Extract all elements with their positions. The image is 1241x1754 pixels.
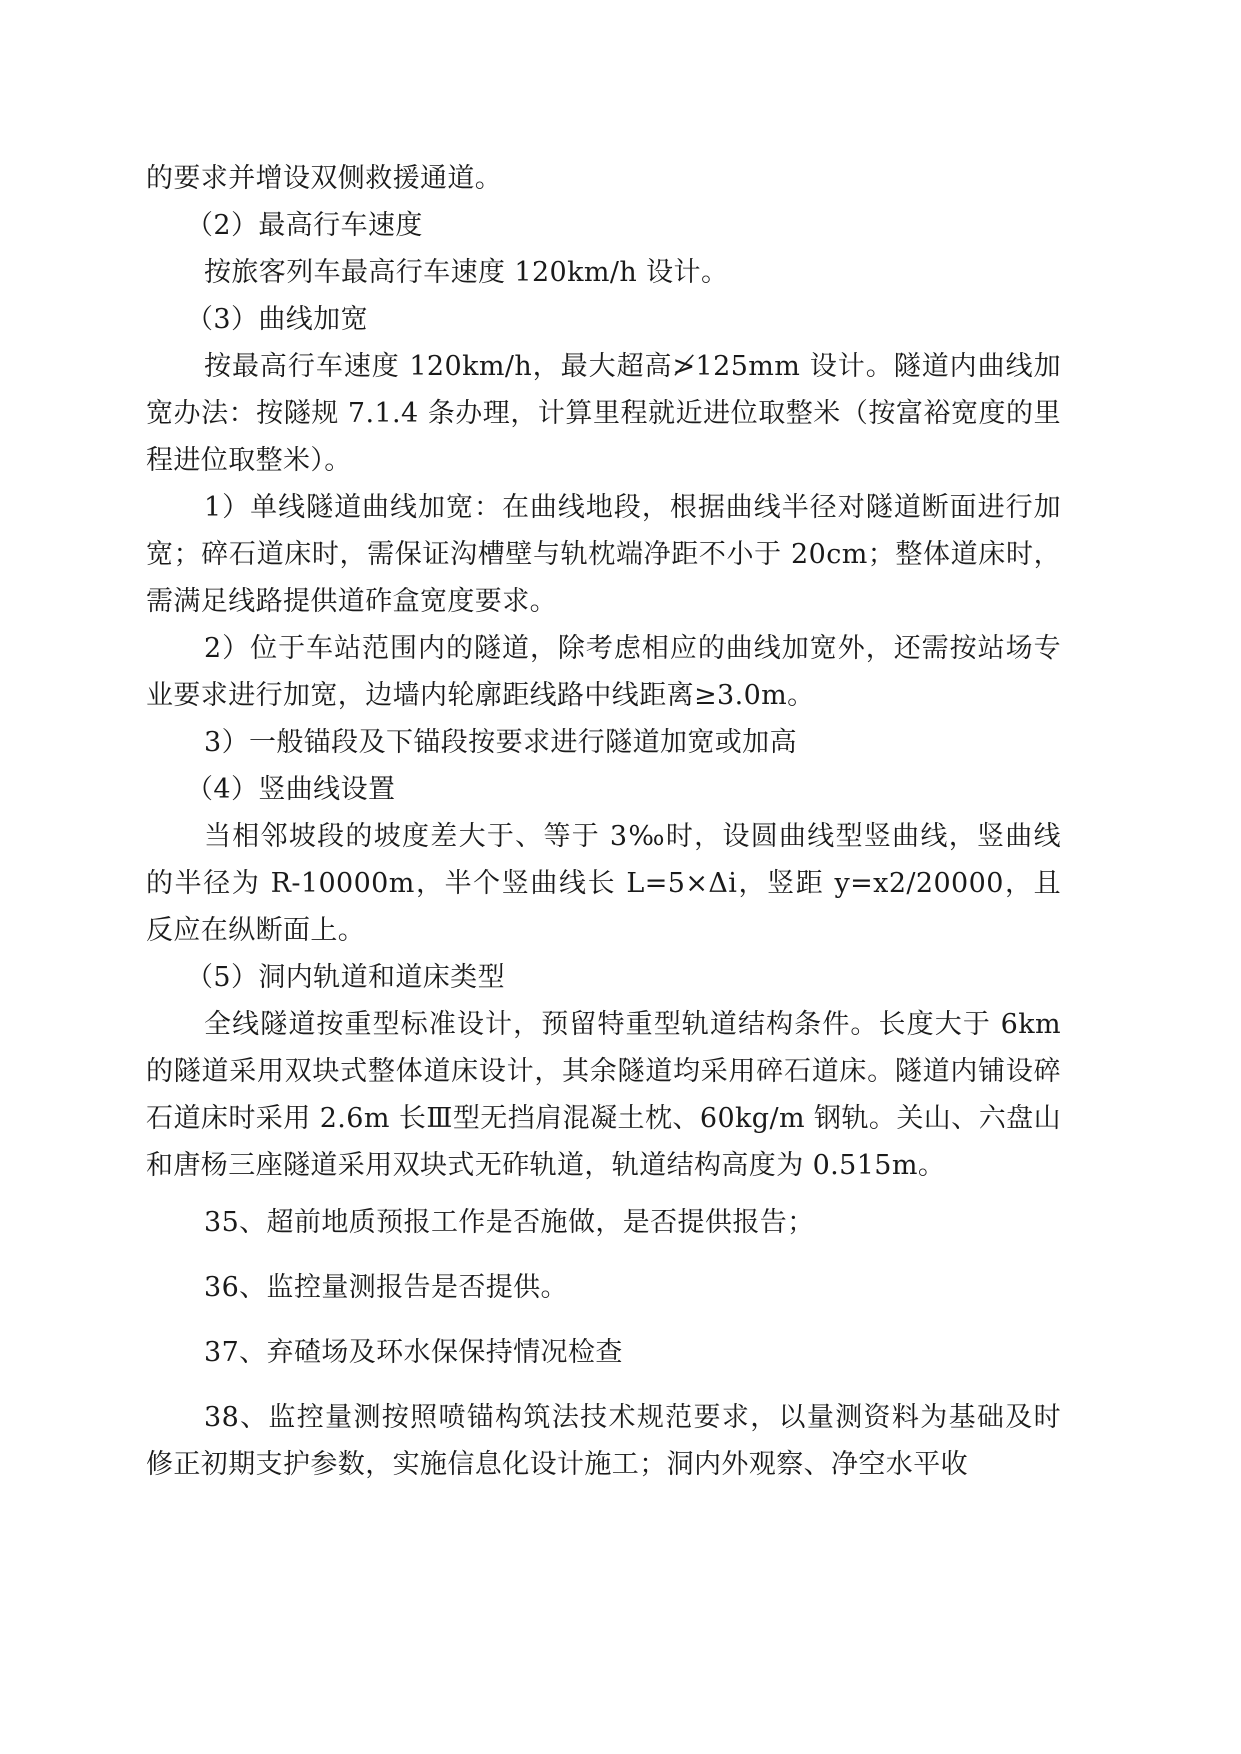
paragraph-continuation: 的要求并增设双侧救援通道。 xyxy=(146,163,503,194)
paragraph-single-track-widening: 1）单线隧道曲线加宽：在曲线地段，根据曲线半径对隧道断面进行加宽；碎石道床时，需保证沟槽壁与轨枕端净距不小于 20cm；整体道床时，需满足线路提供道砟盒宽度要求。 xyxy=(146,492,1061,617)
list-item-35: 35、超前地质预报工作是否施做，是否提供报告； xyxy=(204,1207,815,1238)
paragraph-track-bed: 全线隧道按重型标准设计，预留特重型轨道结构条件。长度大于 6km 的隧道采用双块式整体道床设计，其余隧道均采用碎石道床。隧道内铺设碎石道床时采用 2.6m 长Ⅲ型无挡肩混凝土枕、60kg/m 钢轨。关山、六盘山和唐杨三座隧道采用双块式无砟轨道，轨道结构高度为 0.515m。 xyxy=(146,1009,1061,1181)
section-heading-track-bed: （5）洞内轨道和道床类型 xyxy=(186,962,505,993)
paragraph-anchor-section: 3）一般锚段及下锚段按要求进行隧道加宽或加高 xyxy=(204,727,797,758)
list-item-38: 38、监控量测按照喷锚构筑法技术规范要求，以量测资料为基础及时修正初期支护参数，实施信息化设计施工；洞内外观察、净空水平收 xyxy=(146,1402,1061,1480)
paragraph-vertical-curve: 当相邻坡段的坡度差大于、等于 3‰时，设圆曲线型竖曲线，竖曲线的半径为 R-10000m，半个竖曲线长 L=5×Δi，竖距 y=x2/20000，且反应在纵断面上。 xyxy=(146,821,1061,946)
section-heading-vertical-curve: （4）竖曲线设置 xyxy=(186,774,396,805)
paragraph-station-widening: 2）位于车站范围内的隧道，除考虑相应的曲线加宽外，还需按站场专业要求进行加宽，边墙内轮廓距线路中线距离≥3.0m。 xyxy=(146,633,1061,711)
paragraph-max-speed: 按旅客列车最高行车速度 120km/h 设计。 xyxy=(204,257,729,288)
list-item-36: 36、监控量测报告是否提供。 xyxy=(204,1272,568,1303)
section-heading-curve-widening: （3）曲线加宽 xyxy=(186,304,368,335)
section-heading-max-speed: （2）最高行车速度 xyxy=(186,210,423,241)
document-body xyxy=(146,155,1061,1488)
list-item-37: 37、弃碴场及环水保保持情况检查 xyxy=(204,1337,623,1368)
paragraph-curve-widening: 按最高行车速度 120km/h，最大超高≯125mm 设计。隧道内曲线加宽办法：按隧规 7.1.4 条办理，计算里程就近进位取整米（按富裕宽度的里程进位取整米）。 xyxy=(146,351,1061,476)
